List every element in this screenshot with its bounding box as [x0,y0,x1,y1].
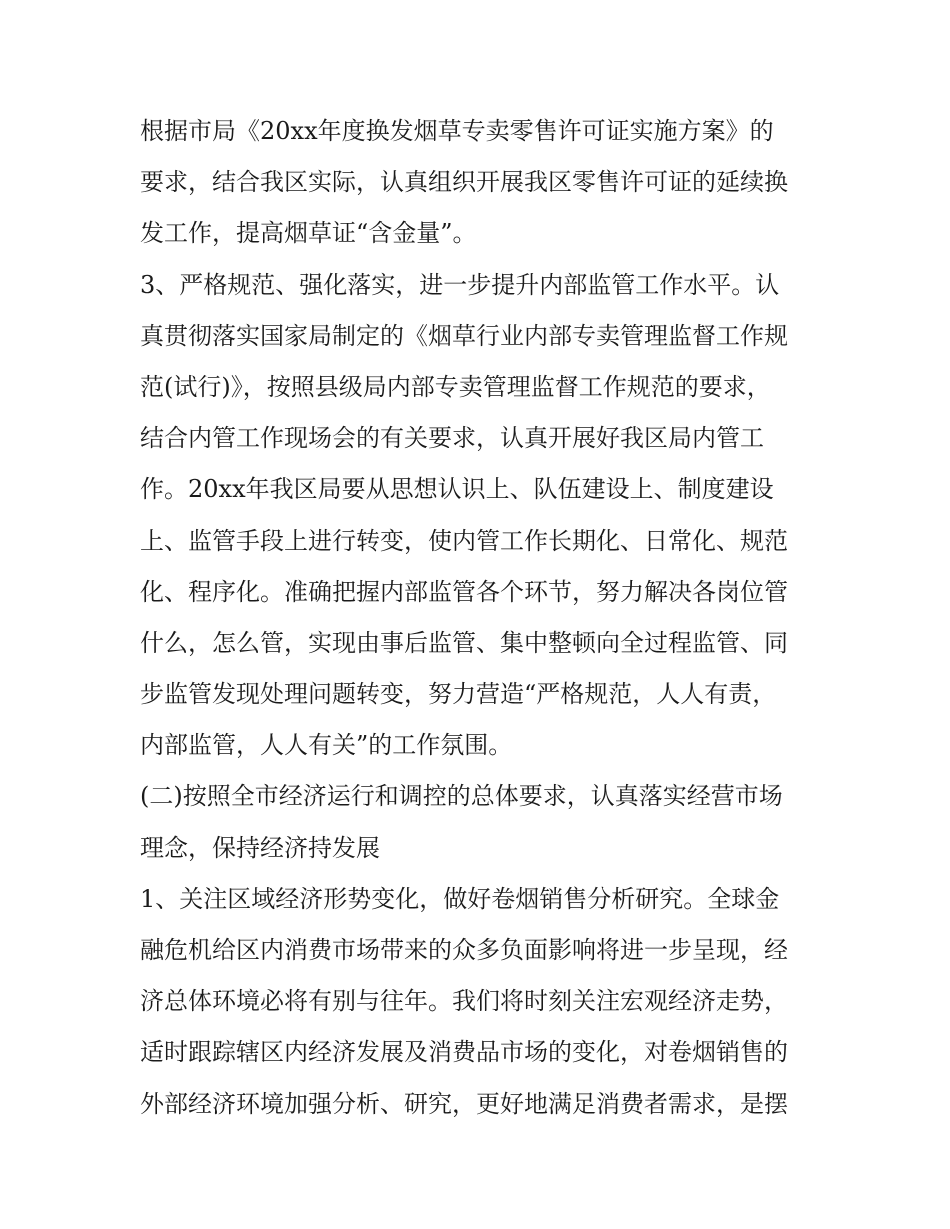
text-line: 适时跟踪辖区内经济发展及消费品市场的变化，对卷烟销售的 [140,1038,788,1067]
text-line: 发工作，提高烟草证“含金量”。 [140,219,477,248]
text-line: 融危机给区内消费市场带来的众多负面影响将进一步呈现，经 [140,936,788,964]
text-line: (二)按照全市经济运行和调控的总体要求，认真落实经营市场 [140,782,783,811]
text-line: 要求，结合我区实际，认真组织开展我区零售许可证的延续换 [140,168,788,197]
text-line: 根据市局《20xx年度换发烟草专卖零售许可证实施方案》的 [140,117,774,145]
text-line: 上、监管手段上进行转变，使内管工作长期化、日常化、规范 [140,526,788,555]
text-line: 什么，怎么管，实现由事后监管、集中整顿向全过程监管、同 [140,628,788,657]
text-line: 内部监管，人人有关”的工作氛围。 [140,731,513,760]
text-line: 理念，保持经济持发展 [140,833,380,862]
text-line: 真贯彻落实国家局制定的《烟草行业内部专卖管理监督工作规 [140,321,788,350]
document-body [140,106,820,1130]
text-line: 3、严格规范、强化落实，进一步提升内部监管工作水平。认 [140,270,780,299]
text-line: 范(试行)》，按照县级局内部专卖管理监督工作规范的要求， [140,372,771,401]
text-line: 化、程序化。准确把握内部监管各个环节，努力解决各岗位管 [140,577,788,606]
text-line: 作。20xx年我区局要从思想认识上、队伍建设上、制度建设 [140,475,774,504]
text-line: 外部经济环境加强分析、研究，更好地满足消费者需求，是摆 [140,1089,788,1118]
text-line: 步监管发现处理问题转变，努力营造“严格规范，人人有责， [140,680,777,709]
text-line: 结合内管工作现场会的有关要求，认真开展好我区局内管工 [140,424,764,453]
text-line: 济总体环境必将有别与往年。我们将时刻关注宏观经济走势， [140,987,788,1016]
text-line: 1、关注区域经济形势变化，做好卷烟销售分析研究。全球金 [140,884,780,913]
